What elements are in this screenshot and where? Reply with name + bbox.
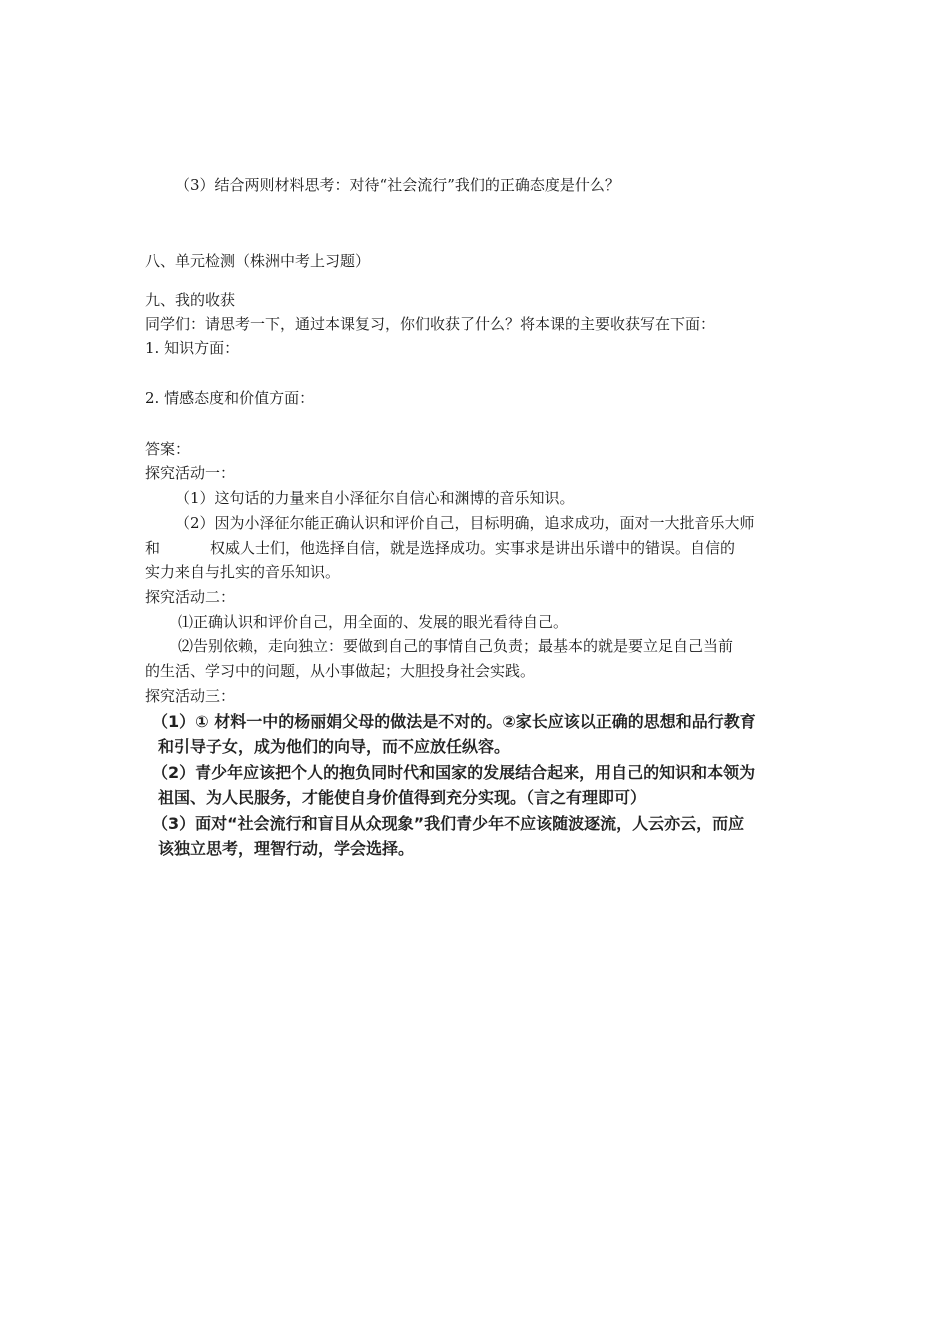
activity-1-answer-2-cont-left: 和	[145, 539, 161, 557]
activity-3-answer-1-cont: 和引导子女，成为他们的向导，而不应放任纵容。	[158, 737, 511, 756]
activity-1-answer-2-end: 实力来自与扎实的音乐知识。	[145, 563, 341, 581]
section-9-intro: 同学们：请思考一下，通过本课复习，你们收获了什么？将本课的主要收获写在下面：	[145, 315, 716, 333]
activity-3-answer-3: （3）面对“社会流行和盲目从众现象”我们青少年不应该随波逐流，人云亦云，而应	[152, 814, 745, 833]
activity-3-title: 探究活动三：	[145, 687, 236, 705]
activity-1-answer-2: （2）因为小泽征尔能正确认识和评价自己，目标明确，追求成功，面对一大批音乐大师	[175, 514, 755, 532]
activity-3-answer-2: （2）青少年应该把个人的抱负同时代和国家的发展结合起来，用自己的知识和本领为	[152, 763, 756, 782]
section-9-item-knowledge: 1. 知识方面：	[145, 339, 240, 357]
activity-3-answer-2-cont: 祖国、为人民服务，才能使自身价值得到充分实现。（言之有理即可）	[158, 788, 647, 807]
activity-2-answer-2: ⑵告别依赖，走向独立：要做到自己的事情自己负责；最基本的就是要立足自己当前	[178, 637, 734, 655]
activity-2-answer-1: ⑴正确认识和评价自己，用全面的、发展的眼光看待自己。	[178, 613, 569, 631]
section-9-item-values: 2. 情感态度和价值方面：	[145, 389, 315, 407]
answers-heading: 答案：	[145, 440, 191, 458]
activity-1-answer-1: （1）这句话的力量来自小泽征尔自信心和渊博的音乐知识。	[175, 489, 575, 507]
activity-3-answer-1: （1）① 材料一中的杨丽娟父母的做法是不对的。②家长应该以正确的思想和品行教育	[152, 712, 756, 731]
activity-2-answer-2-cont: 的生活、学习中的问题，从小事做起；大胆投身社会实践。	[145, 662, 536, 680]
question-3: （3）结合两则材料思考：对待“社会流行”我们的正确态度是什么？	[175, 176, 620, 194]
activity-3-answer-3-cont: 该独立思考，理智行动，学会选择。	[158, 839, 415, 858]
section-9-heading: 九、我的收获	[145, 291, 236, 309]
activity-2-title: 探究活动二：	[145, 588, 236, 606]
activity-1-title: 探究活动一：	[145, 464, 236, 482]
activity-1-answer-2-cont: 权威人士们，他选择自信，就是选择成功。实事求是讲出乐谱中的错误。自信的	[210, 539, 736, 557]
section-8-heading: 八、单元检测（株洲中考上习题）	[145, 252, 371, 270]
